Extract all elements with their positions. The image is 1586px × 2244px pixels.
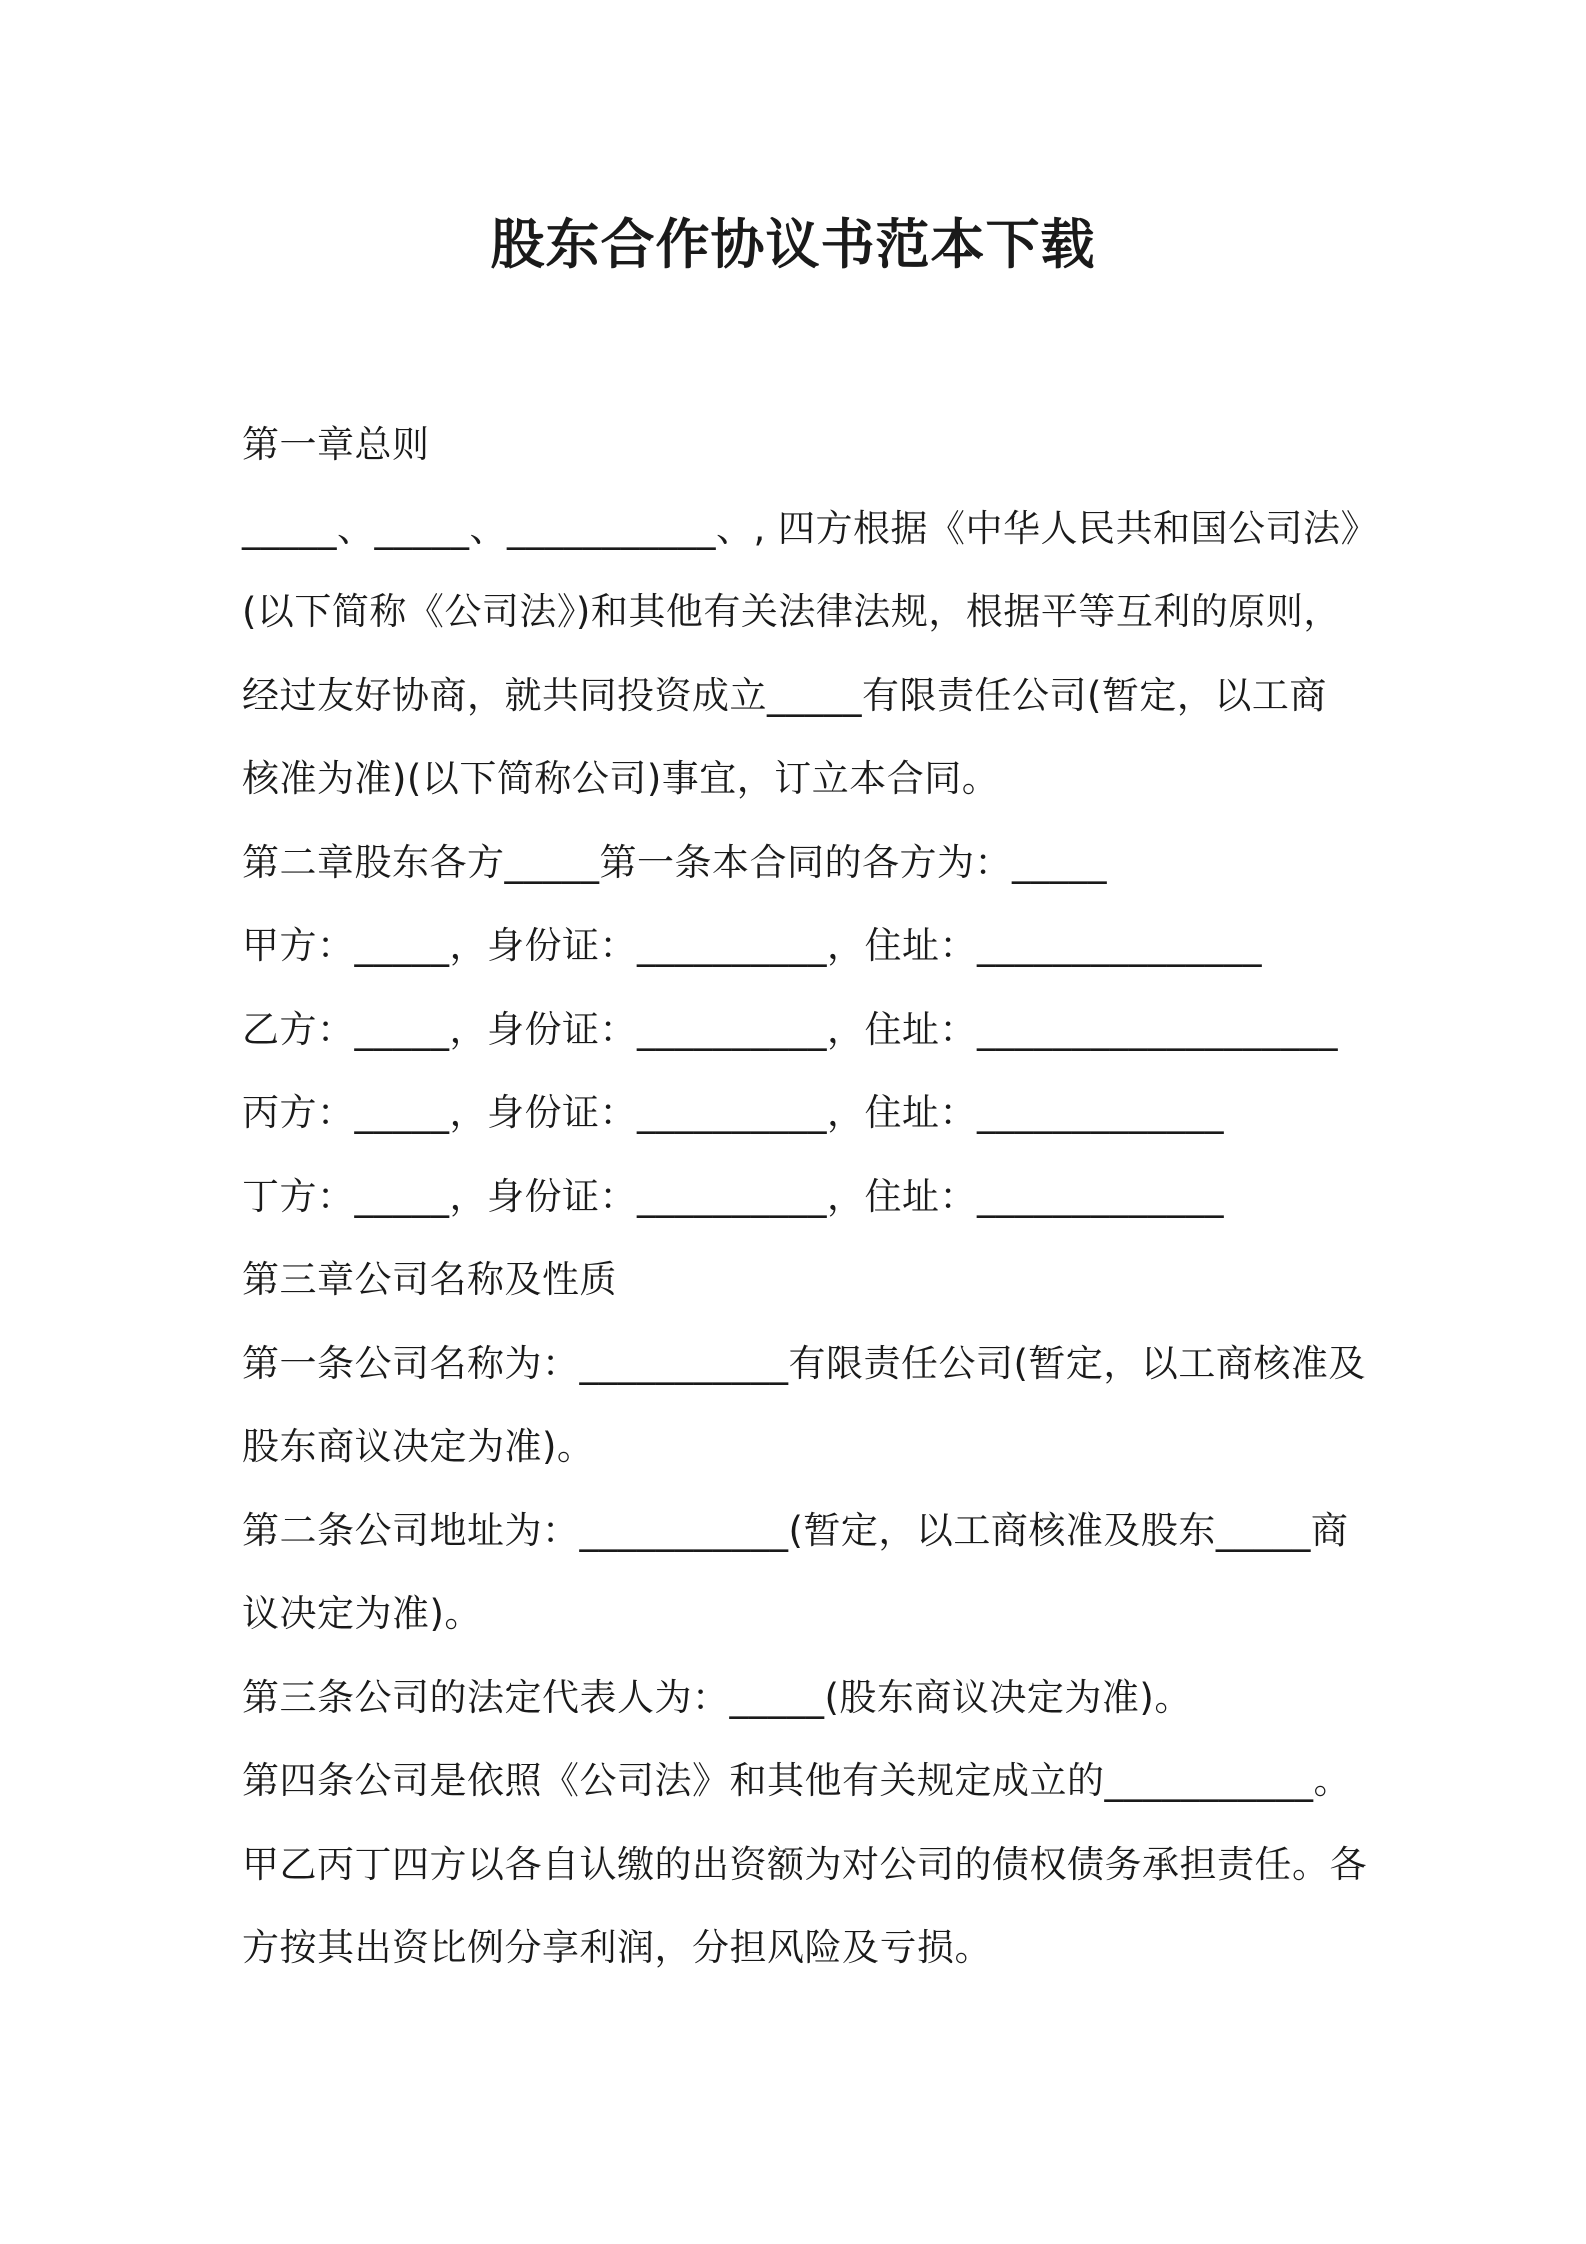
document-title: 股东合作协议书范本下载 xyxy=(490,213,1096,276)
document-body xyxy=(242,403,1379,1990)
article-line: 方按其出资比例分享利润，分担风险及亏损。 xyxy=(242,1926,992,1969)
article-line: 议决定为准)。 xyxy=(242,1592,482,1635)
paragraph-line: _____、_____、___________、, 四方根据《中华人民共和国公司法》 xyxy=(242,506,1379,550)
chapter-2-heading: 第二章股东各方_____第一条本合同的各方为：_____ xyxy=(242,840,1107,884)
article-line: 第三条公司的法定代表人为：_____(股东商议决定为准)。 xyxy=(242,1675,1192,1719)
article-line: 股东商议决定为准)。 xyxy=(242,1425,595,1468)
party-c-line: 丙方：_____，身份证：__________，住址：_____________ xyxy=(242,1091,1224,1134)
paragraph-line: 核准为准)(以下简称公司)事宜，订立本合同。 xyxy=(242,757,1000,800)
article-line: 第一条公司名称为：___________有限责任公司(暂定，以工商核准及 xyxy=(242,1341,1366,1385)
paragraph-line: (以下简称《公司法》)和其他有关法律法规，根据平等互利的原则， xyxy=(242,590,1341,633)
paragraph-line: 经过友好协商，就共同投资成立_____有限责任公司(暂定，以工商 xyxy=(242,673,1327,717)
chapter-3-heading: 第三章公司名称及性质 xyxy=(242,1258,617,1301)
party-d-line: 丁方：_____，身份证：__________，住址：_____________ xyxy=(242,1174,1224,1218)
party-b-line: 乙方：_____，身份证：__________，住址：___________________ xyxy=(242,1007,1338,1051)
chapter-1-heading: 第一章总则 xyxy=(242,423,430,466)
article-line: 甲乙丙丁四方以各自认缴的出资额为对公司的债权债务承担责任。各 xyxy=(242,1842,1367,1886)
party-a-line: 甲方：_____，身份证：__________，住址：_______________ xyxy=(242,924,1262,967)
article-line: 第四条公司是依照《公司法》和其他有关规定成立的___________。 xyxy=(242,1759,1351,1802)
article-line: 第二条公司地址为：___________(暂定，以工商核准及股东_____商 xyxy=(242,1508,1349,1552)
